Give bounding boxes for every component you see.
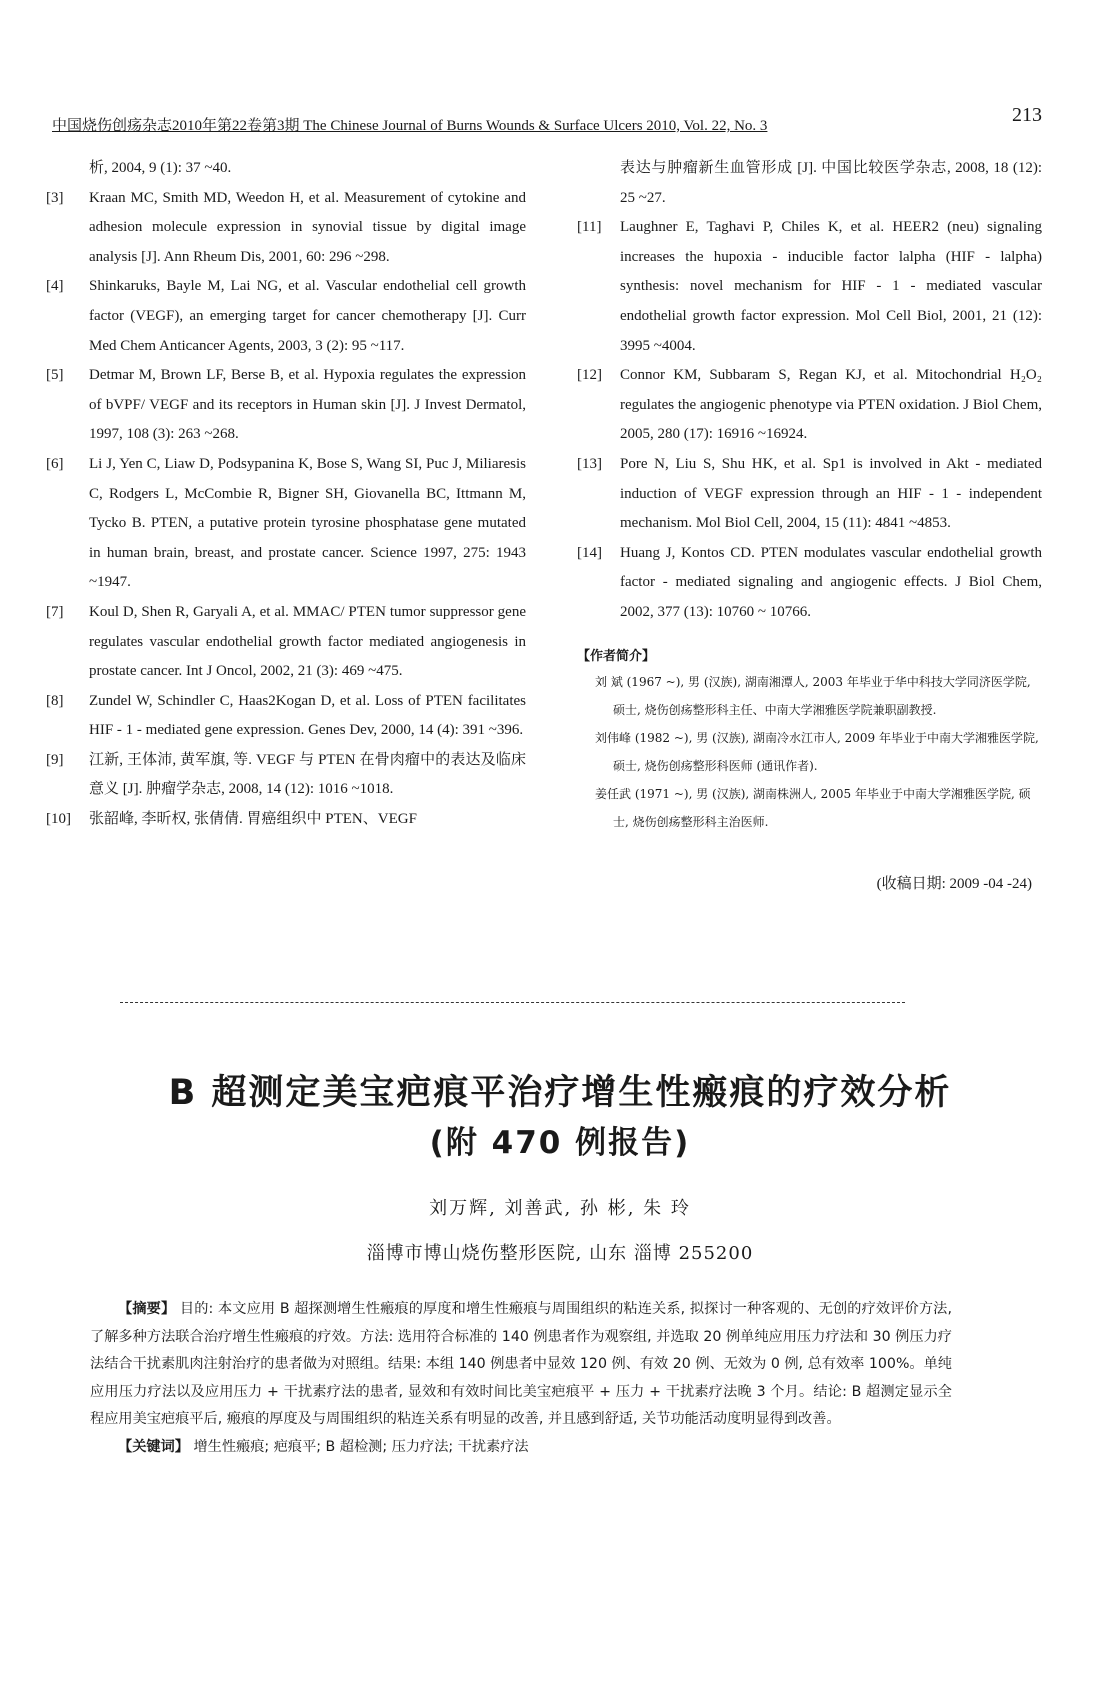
reference-item [46, 184, 526, 273]
reference-item [46, 598, 526, 687]
keywords-text: 增生性瘢痕; 疤痕平; B 超检测; 压力疗法; 干扰素疗法 [193, 1438, 529, 1455]
reference-continuation: 析, 2004, 9 (1): 37 ~40. [89, 160, 232, 176]
article-authors: 刘万辉, 刘善武, 孙 彬, 朱 玲 [429, 1198, 691, 1219]
reference-number: [8] [46, 692, 64, 709]
article-title-block [0, 1068, 1120, 1168]
reference-text: Shinkaruks, Bayle M, Lai NG, et al. Vascular endothelial cell growth factor (VEGF), an emerging target for cancer chemotherapy [J]. Curr Med Chem Anticancer Agents, 2003, 3 (2): 95 ~117. [89, 278, 526, 354]
reference-text: Koul D, Shen R, Garyali A, et al. MMAC/ PTEN tumor suppressor gene regulates vascular endothelial growth factor mediated angiogenesis in prostate cancer. Int J Oncol, 2002, 21 (3): 469 ~475. [89, 603, 526, 680]
article-title: B 超测定美宝疤痕平治疗增生性瘢痕的疗效分析 [168, 1073, 952, 1113]
reference-text: Kraan MC, Smith MD, Weedon H, et al. Measurement of cytokine and adhesion molecule expression in synovial tissue by digital image analysis [J]. Ann Rheum Dis, 2001, 60: 296 ~298. [89, 189, 526, 265]
running-header [52, 104, 1042, 134]
abstract-label: 【摘要】 [118, 1301, 176, 1317]
section-divider [120, 1002, 905, 1003]
article-subtitle: (附 470 例报告) [429, 1125, 691, 1161]
reference-item [577, 361, 1042, 450]
abstract-text: 目的: 本文应用 B 超探测增生性瘢痕的厚度和增生性瘢痕与周围组织的粘连关系, 拟探讨一种客观的、无创的疗效评价方法, 了解多种方法联合治疗增生性瘢痕的疗效。方法: 选用符合标准的 140 例患者作为观察组, 并选取 20 例单纯应用压力疗法和 30 例压力疗法结合干扰素肌肉注射治疗的患者做为对照组。结果: 本组 140 例患者中显效 120 例、有效 20 例、无效为 0 例, 总有效率 100%。单纯应用压力疗法以及应用压力 + 干扰素疗法的患者, 显效和有效时间比美宝疤痕平 + 压力 + 干扰素疗法晚 3 个月。结论: B 超测定显示全程应用美宝疤痕平后, 瘢痕的厚度及与周围组织的粘连关系有明显的改善, 并且感到舒适, 关节功能活动度明显得到改善。 [90, 1301, 952, 1427]
reference-number: [10] [46, 811, 71, 828]
abstract-block [90, 1296, 952, 1461]
reference-text: Detmar M, Brown LF, Berse B, et al. Hypoxia regulates the expression of bVPF/ VEGF and its receptors in Human skin [J]. J Invest Dermatol, 1997, 108 (3): 263 ~268. [89, 367, 526, 443]
reference-text: Laughner E, Taghavi P, Chiles K, et al. HEER2 (neu) signaling increases the hupoxia - inducible factor lalpha (HIF - lalpha) synthesis: novel mechanism for HIF - 1 - mediated vascular endothelial growth factor expression. Mol Cell Biol, 2001, 21 (12): 3995 ~4004. [620, 219, 1042, 354]
abstract-paragraph [90, 1296, 952, 1434]
reference-item [577, 213, 1042, 361]
author-bio: 刘伟峰 (1982 ~), 男 (汉族), 湖南冷水江市人, 2009 年毕业于中南大学湘雅医学院, 硕士, 烧伤创疡整形科医师 (通讯作者). [595, 730, 1039, 773]
reference-number: [14] [577, 544, 602, 561]
reference-number: [5] [46, 367, 64, 384]
reference-number: [4] [46, 278, 64, 295]
reference-text: 张韶峰, 李昕权, 张倩倩. 胃癌组织中 PTEN、VEGF [89, 811, 417, 828]
reference-item [46, 687, 526, 746]
reference-text: Huang J, Kontos CD. PTEN modulates vascular endothelial growth factor - mediated signaling and angiogenic effects. J Biol Chem, 2002, 377 (13): 10760 ~ 10766. [620, 544, 1042, 620]
author-bio: 刘 斌 (1967 ~), 男 (汉族), 湖南湘潭人, 2003 年毕业于华中科技大学同济医学院, 硕士, 烧伤创疡整形科主任、中南大学湘雅医学院兼职副教授. [595, 674, 1031, 717]
reference-number: [6] [46, 455, 64, 472]
article-affiliation: 淄博市博山烧伤整形医院, 山东 淄博 255200 [366, 1243, 754, 1264]
reference-number: [7] [46, 603, 64, 620]
reference-item [46, 272, 526, 361]
reference-continuation: 表达与肿瘤新生血管形成 [J]. 中国比较医学杂志, 2008, 18 (12): 25 ~27. [620, 160, 1042, 206]
reference-text: Zundel W, Schindler C, Haas2Kogan D, et al. Loss of PTEN facilitates HIF - 1 - mediated gene expression. Genes Dev, 2000, 14 (4): 391 ~396. [89, 692, 526, 739]
author-bios [577, 668, 1042, 836]
reference-text: Li J, Yen C, Liaw D, Podsypanina K, Bose S, Wang SI, Puc J, Miliaresis C, Rodgers L, McCombie R, Bigner SH, Giovanella BC, Ittmann M, Tycko B. PTEN, a putative protein tyrosine phosphatase gene mutated in human brain, breast, and prostate cancer. Science 1997, 275: 1943 ~1947. [89, 455, 526, 591]
reference-number: [3] [46, 189, 64, 206]
left-column [46, 154, 526, 835]
reference-number: [13] [577, 455, 602, 472]
page-number: 213 [1012, 104, 1042, 126]
reference-item [46, 805, 526, 835]
reference-text: Connor KM, Subbaram S, Regan KJ, et al. Mitochondrial H₂O₂ regulates the angiogenic phenotype via PTEN oxidation. J Biol Chem, 2005, 280 (17): 16916 ~16924. [620, 367, 1042, 443]
keywords-paragraph [90, 1434, 952, 1462]
reference-item [46, 746, 526, 805]
author-bio: 姜任武 (1971 ~), 男 (汉族), 湖南株洲人, 2005 年毕业于中南大学湘雅医学院, 硕士, 烧伤创疡整形科主治医师. [595, 786, 1031, 829]
reference-item [577, 539, 1042, 628]
reference-text: 江新, 王体沛, 黄军旗, 等. VEGF 与 PTEN 在骨肉瘤中的表达及临床意义 [J]. 肿瘤学杂志, 2008, 14 (12): 1016 ~1018. [89, 751, 526, 798]
author-bio-heading: 【作者简介】 [577, 648, 656, 664]
reference-number: [11] [577, 219, 602, 236]
right-column [577, 154, 1042, 899]
reference-item [577, 450, 1042, 539]
reference-number: [9] [46, 751, 64, 768]
reference-item [46, 450, 526, 598]
received-date: (收稿日期: 2009 -04 -24) [876, 875, 1032, 892]
reference-number: [12] [577, 367, 602, 384]
reference-item [46, 361, 526, 450]
reference-text: Pore N, Liu S, Shu HK, et al. Sp1 is involved in Akt - mediated induction of VEGF expression through an HIF - 1 - independent mechanism. Mol Biol Cell, 2004, 15 (11): 4841 ~4853. [620, 455, 1042, 532]
journal-running-title: 中国烧伤创疡杂志2010年第22卷第3期 The Chinese Journal of Burns Wounds & Surface Ulcers 2010, Vol. 22, No. 3 [52, 118, 768, 134]
keywords-label: 【关键词】 [118, 1438, 189, 1455]
